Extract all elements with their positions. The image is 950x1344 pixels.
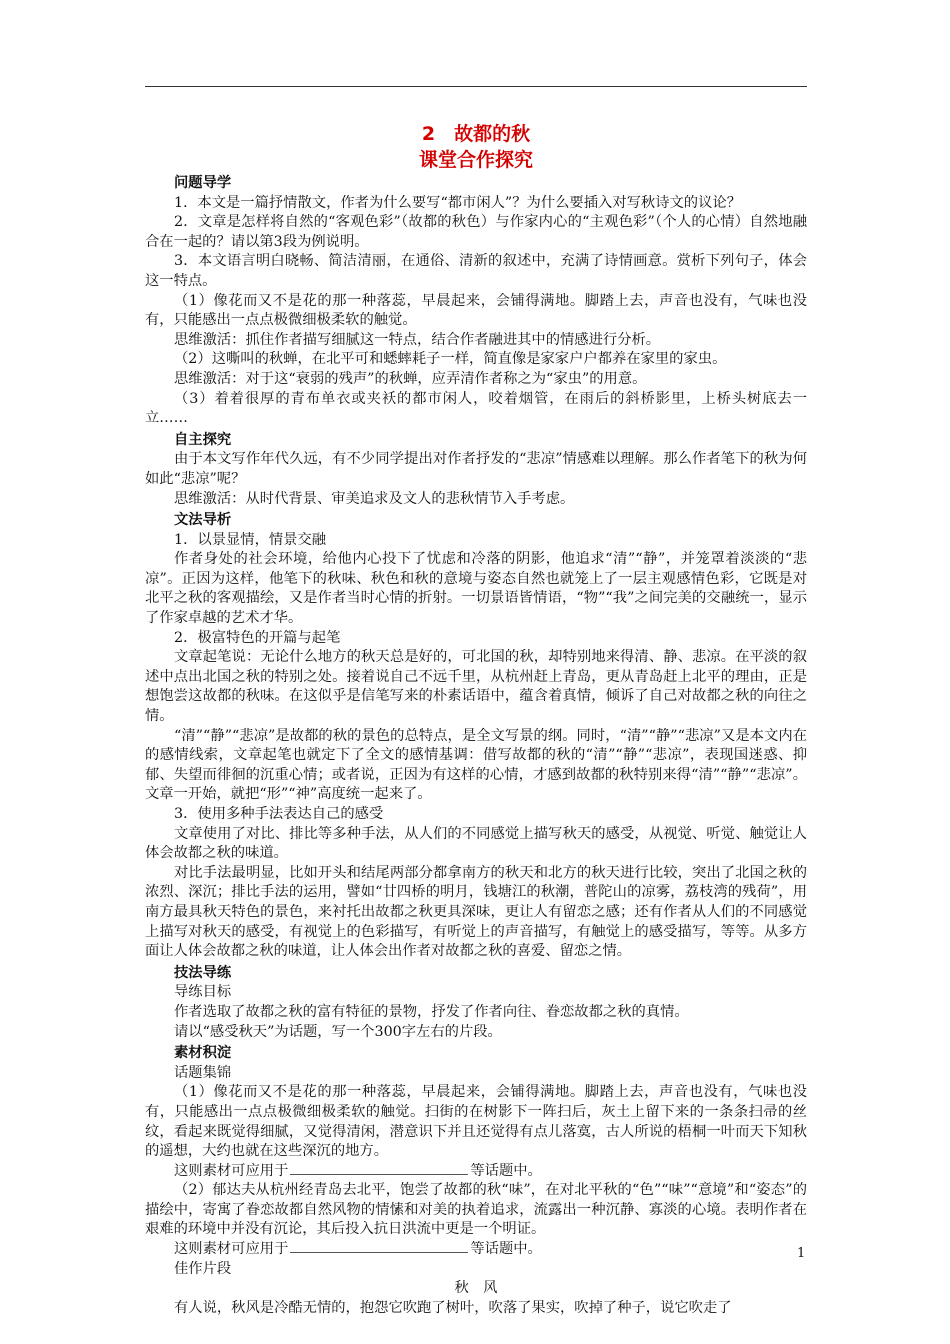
paragraph: 文章使用了对比、排比等多种手法，从人们的不同感觉上描写秋天的感受，从视觉、听觉、触觉让人体会故都之秋的味道。 — [145, 825, 807, 862]
fill-in-prefix: 这则素材可应用于 — [174, 1162, 289, 1179]
page-number: 1 — [797, 1246, 806, 1261]
section-heading-guide: 问题导学 — [174, 175, 232, 191]
paragraph: 1．本文是一篇抒情散文，作者为什么要写“都市闲人”？为什么要插入对写秋诗文的议论？ — [174, 194, 741, 211]
paragraph: “清”“静”“悲凉”是故都的秋的景色的总特点，是全文写景的纲。同时，“清”“静”“悲凉”又是本文内在的感情线索，文章起笔也就定下了全文的感情基调：借写故都的秋的“清”“静”“悲凉”，表现国迷惑、抑郁、失望而徘徊的沉重心情；或者说，正因为有这样的心情，才感到故都的秋特别来得“清”“静”“悲凉”。文章一开始，就把“形”“神”高度统一起来了。 — [145, 727, 807, 803]
excerpt-title: 秋 风 — [454, 1280, 498, 1297]
fill-in-line — [174, 1162, 807, 1182]
paragraph: （2）郁达夫从杭州经青岛去北平，饱尝了故都的秋“味”，在对北平秋的“色”“味”“意境”和“姿态”的描绘中，寄寓了眷恋故都自然风物的情愫和对美的执着追求，流露出一种沉静、寡淡的心境。表明作者在艰难的环境中并没有沉论，其后投入抗日洪流中更是一个明证。 — [145, 1182, 807, 1238]
fill-in-line — [174, 1240, 807, 1260]
document-title: 2 故都的秋 — [421, 123, 531, 145]
document-body — [145, 120, 807, 1318]
section-heading-explore: 自主探究 — [174, 431, 232, 448]
section-heading-materials: 素材积淀 — [174, 1045, 232, 1062]
paragraph: 思维激活：对于这“衰弱的残声”的秋蝉，应弄清作者称之为“家虫”的用意。 — [174, 370, 647, 387]
paragraph: 3．使用多种手法表达自己的感受 — [174, 806, 384, 822]
paragraph: 2．极富特色的开篇与起笔 — [174, 629, 341, 646]
paragraph: 作者选取了故都之秋的富有特征的景物，抒发了作者向往、眷恋故都之秋的真情。 — [174, 1003, 689, 1020]
paragraph: 思维激活：从时代背景、审美追求及文人的悲秋情节入手考虑。 — [174, 490, 575, 507]
paragraph: 有人说，秋风是冷酷无情的，抱怨它吹跑了树叶，吹落了果实，吹掉了种子，说它吹走了 — [174, 1299, 732, 1316]
paragraph: （3）着着很厚的青布单衣或夹袄的都市闲人，咬着烟管，在雨后的斜桥影里，上桥头树底去一立…… — [145, 390, 807, 427]
paragraph: 对比手法最明显，比如开头和结尾两部分都拿南方的秋天和北方的秋天进行比较，突出了北国之秋的浓烈、深沉；排比手法的运用，譬如“廿四桥的明月，钱塘江的秋潮，普陀山的凉雾，荔枝湾的残荷”，用南方最具秋天特色的景色，来衬托出故都之秋更具深味，更让人有留恋之感；还有作者从人们的不同感觉上描写对秋天的感受，有视觉上的色彩描写，有听觉上的声音描写，有触觉上的感受描写，等等。从多方面让人体会故都之秋的味道，让人体会出作者对故都之秋的喜爱、留恋之情。 — [145, 864, 807, 960]
fill-in-suffix: 等话题中。 — [470, 1162, 542, 1179]
document-subtitle: 课堂合作探究 — [418, 149, 533, 171]
paragraph: 佳作片段 — [174, 1260, 232, 1277]
paragraph: 作者身处的社会环境，给他内心投下了忧虑和冷落的阴影，他追求“清”“静”，并笼罩着淡淡的“悲凉”。正因为这样，他笔下的秋味、秋色和秋的意境与姿态自然也就笼上了一层主观感情色彩，它既是对北平之秋的客观描绘，又是作者当时心情的折射。一切景语皆情语，“物”“我”之间完美的交融统一，显示了作家卓越的艺术才华。 — [145, 551, 807, 627]
paragraph: 话题集锦 — [174, 1064, 232, 1081]
paragraph: 1．以景显情，情景交融 — [174, 531, 327, 548]
paragraph: 由于本文写作年代久远，有不少同学提出对作者抒发的“悲凉”情感难以理解。那么作者笔下的秋为何如此“悲凉”呢？ — [145, 451, 807, 487]
paragraph: （1）像花而又不是花的那一种落蕊，早晨起来，会铺得满地。脚踏上去，声音也没有，气味也没有，只能感出一点点极微细极柔软的触觉。 — [145, 292, 807, 329]
section-heading-practice: 技法导练 — [174, 964, 232, 981]
paragraph: 思维激活：抓住作者描写细腻这一特点，结合作者融进其中的情感进行分析。 — [174, 331, 661, 348]
header-rule — [145, 86, 807, 87]
paragraph: 请以“感受秋天”为话题，写一个300字左右的片段。 — [174, 1023, 502, 1040]
section-heading-analysis: 文法导析 — [174, 512, 232, 529]
paragraph: 导练目标 — [174, 984, 232, 1001]
fill-in-blank — [290, 1240, 468, 1253]
paragraph: （1）像花而又不是花的那一种落蕊，早晨起来，会铺得满地。脚踏上去，声音也没有，气味也没有，只能感出一点点极微细极柔软的触觉。扫街的在树影下一阵扫后，灰土上留下来的一条条扫帚的丝纹，看起来既觉得细腻，又觉得清闲，潜意识下并且还觉得有点儿落寞，古人所说的梧桐一叶而天下知秋的遥想，大约也就在这些深沉的地方。 — [145, 1084, 807, 1160]
paragraph: （2）这嘶叫的秋蝉，在北平可和蟋蟀耗子一样，简直像是家家户户都养在家里的家虫。 — [174, 351, 727, 368]
paragraph: 文章起笔说：无论什么地方的秋天总是好的，可北国的秋，却特别地来得清、静、悲凉。在平淡的叙述中点出北国之秋的特别之处。接着说自己不远千里，从杭州赶上青岛，更从青岛赶上北平的理由，正是想饱尝这故都的秋味。在这似乎是信笔写来的朴素话语中，蕴含着真情，倾诉了自己对故都之秋的向往之情。 — [145, 649, 807, 725]
paragraph: 2．文章是怎样将自然的“客观色彩”（故都的秋色）与作家内心的“主观色彩”（个人的心情）自然地融合在一起的？请以第3段为例说明。 — [145, 214, 807, 250]
fill-in-suffix: 等话题中。 — [470, 1241, 542, 1258]
fill-in-blank — [290, 1162, 468, 1175]
paragraph: 3．本文语言明白晓畅、简洁清丽，在通俗、清新的叙述中，充满了诗情画意。赏析下列句子，体会这一特点。 — [145, 253, 807, 289]
fill-in-prefix: 这则素材可应用于 — [174, 1241, 289, 1258]
